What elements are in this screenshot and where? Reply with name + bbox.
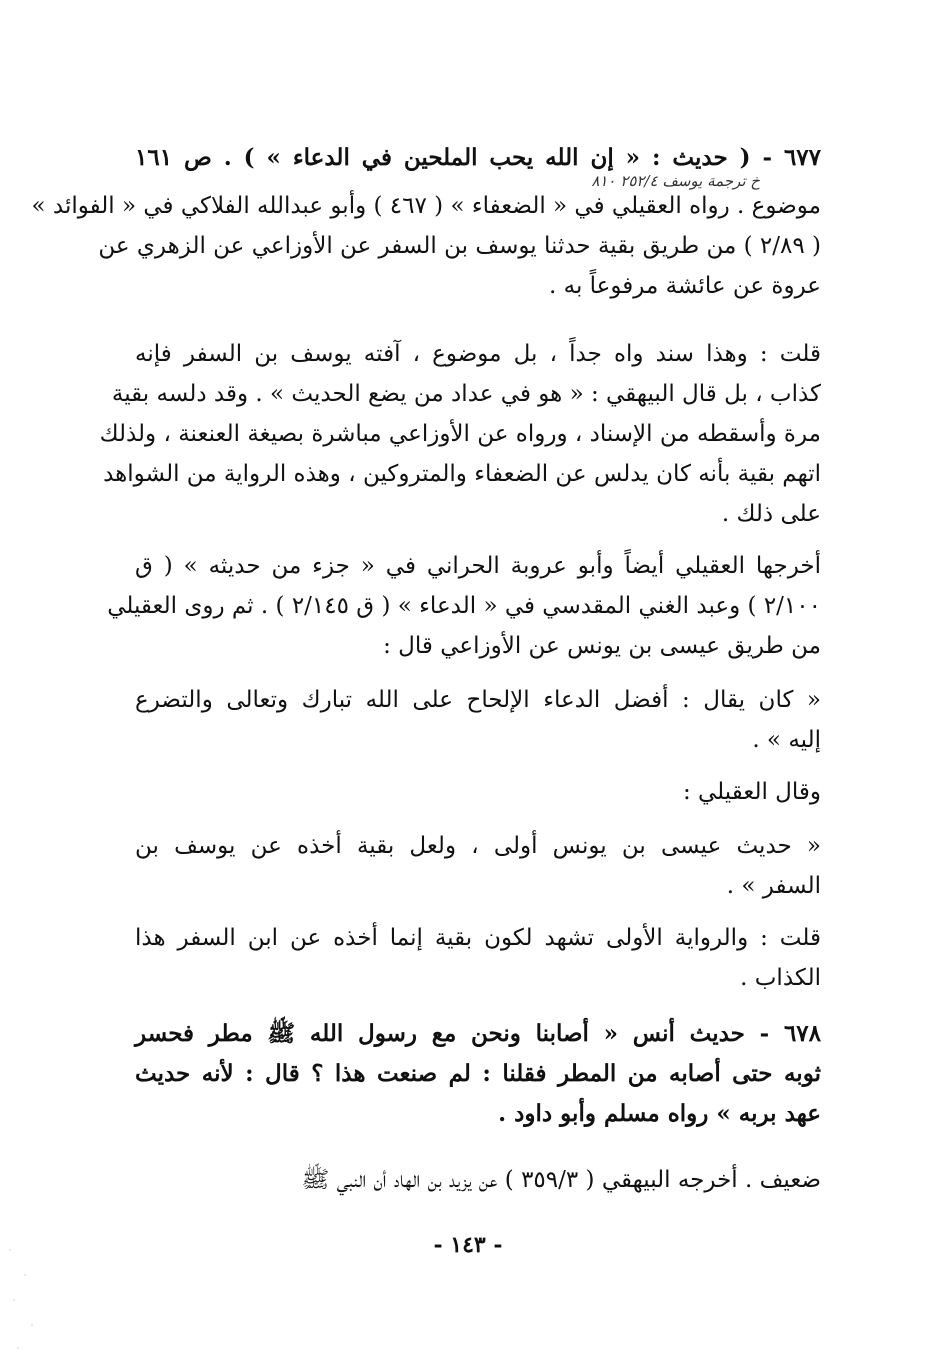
entry-678-line: ثوبه حتى أصابه من المطر فقلنا : لم صنعت هذا ؟ قال : لأنه حديث bbox=[135, 1060, 821, 1087]
paragraph-line: الكذاب . bbox=[740, 965, 821, 991]
paragraph-line: من طريق عيسى بن يونس عن الأوزاعي قال : bbox=[383, 633, 821, 659]
entry-677 bbox=[31, 138, 821, 306]
entry-678-line: عهد بربه » رواه مسلم وأبو داود . bbox=[498, 1100, 821, 1127]
quote-2 bbox=[135, 826, 821, 906]
entry-677-heading: ٦٧٧ - ( حديث : « إن الله يحب الملحين في الدعاء » ) . ص ١٦١ bbox=[135, 144, 821, 171]
qala-uqayli bbox=[135, 772, 821, 812]
entry-677-line: موضوع . رواه العقيلي في « الضعفاء » ( ٤٦٧ ) وأبو عبدالله الفلاكي في « الفوائد » bbox=[31, 193, 821, 219]
paragraph-line: اتهم بقية بأنه كان يدلس عن الضعفاء والمتروكين ، وهذه الرواية من الشواهد bbox=[103, 461, 821, 487]
paragraph-line: ٢/١٠٠ ) وعبد الغني المقدسي في « الدعاء » ( ق ٢/١٤٥ ) . ثم روى العقيلي bbox=[107, 593, 821, 619]
paragraph-line: على ذلك . bbox=[721, 501, 821, 527]
quote-1 bbox=[135, 680, 821, 760]
quote-line: « حديث عيسى بن يونس أولى ، ولعل بقية أخذه عن يوسف بن bbox=[135, 833, 821, 859]
paragraph-daif bbox=[135, 1160, 821, 1200]
paragraph-line: مرة وأسقطه من الإسناد ، ورواه عن الأوزاعي مباشرة بصيغة العنعنة ، ولذلك bbox=[99, 421, 821, 447]
paragraph-line: ضعيف . أخرجه البيهقي ( ٣٥٩/٣ ) عن يزيد بن الهاد أن النبي ﷺ bbox=[301, 1167, 821, 1193]
entry-677-line: عروة عن عائشة مرفوعاً به . bbox=[548, 273, 821, 299]
entry-678 bbox=[135, 1014, 821, 1134]
paragraph-line: قلت : وهذا سند واه جداً ، بل موضوع ، آفته يوسف بن السفر فإنه bbox=[135, 341, 821, 367]
entry-678-line: ٦٧٨ - حديث أنس « أصابنا ونحن مع رسول الله ﷺ مطر فحسر bbox=[135, 1020, 821, 1047]
paragraph-qult-2 bbox=[135, 918, 821, 998]
entry-677-line: ( ٢/٨٩ ) من طريق بقية حدثنا يوسف بن السفر عن الأوزاعي عن الزهري عن bbox=[98, 233, 821, 259]
paragraph-qult-1 bbox=[99, 334, 821, 534]
paragraph-line: كذاب ، بل قال البيهقي : « هو في عداد من يضع الحديث » . وقد دلسه بقية bbox=[111, 381, 821, 407]
page-number: - ١٤٣ - bbox=[433, 1232, 503, 1258]
paragraph-akhraja bbox=[107, 546, 821, 666]
paragraph-line: أخرجها العقيلي أيضاً وأبو عروبة الحراني في « جزء من حديثه » ( ق bbox=[135, 553, 821, 579]
scan-noise-decoration bbox=[0, 1230, 60, 1360]
paragraph-line: وقال العقيلي : bbox=[682, 779, 821, 805]
handwritten-margin-note: خ ترجمة يوسف ٢٥٢/٤ ٨١٠ bbox=[591, 172, 760, 190]
quote-line: إليه » . bbox=[752, 727, 821, 753]
quote-line: « كان يقال : أفضل الدعاء الإلحاح على الله تبارك وتعالى والتضرع bbox=[135, 687, 821, 713]
paragraph-line: قلت : والرواية الأولى تشهد لكون بقية إنما أخذه عن ابن السفر هذا bbox=[135, 925, 821, 951]
quote-line: السفر » . bbox=[726, 873, 821, 899]
